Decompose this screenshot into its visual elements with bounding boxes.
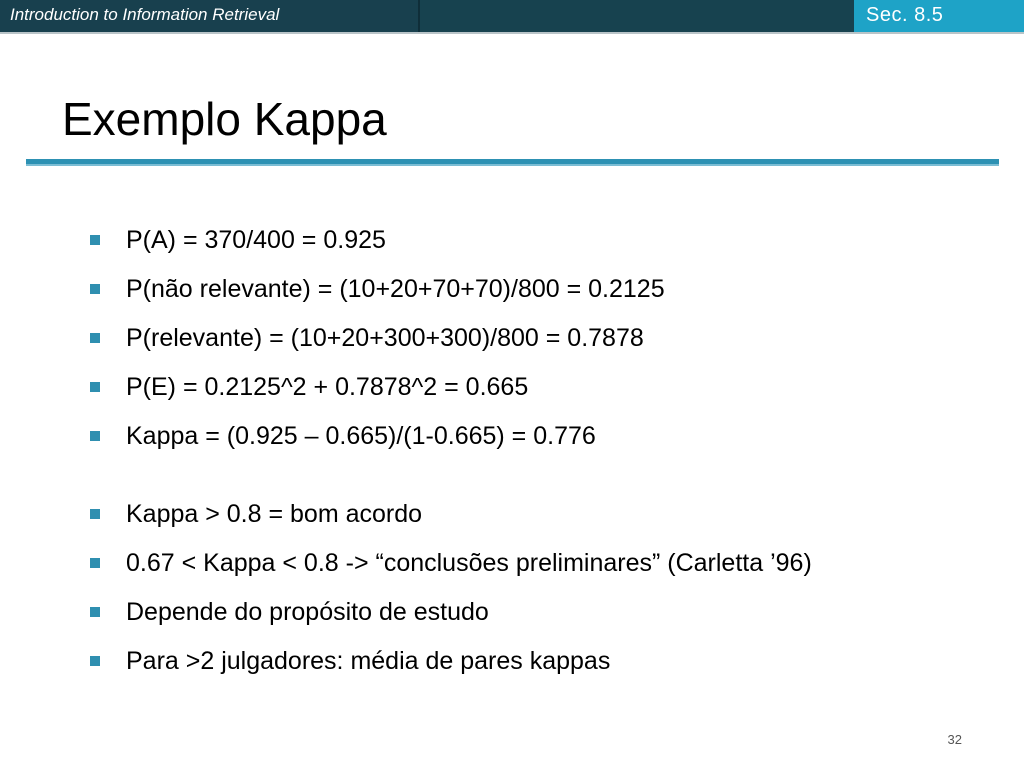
- header-bar: [0, 0, 1024, 32]
- section-reference: Sec. 8.5: [866, 4, 944, 26]
- bullet-text: Para >2 julgadores: média de pares kappas: [126, 647, 611, 675]
- bullet-item: [84, 643, 964, 680]
- header-underline: [0, 32, 1024, 34]
- square-bullet-icon: [90, 284, 100, 294]
- square-bullet-icon: [90, 382, 100, 392]
- bullet-item: [84, 271, 964, 308]
- bullet-item: [84, 594, 964, 631]
- square-bullet-icon: [90, 235, 100, 245]
- bullet-text: P(E) = 0.2125^2 + 0.7878^2 = 0.665: [126, 373, 529, 401]
- bullet-text: P(A) = 370/400 = 0.925: [126, 226, 386, 254]
- page-number: 32: [947, 732, 962, 747]
- bullet-text: 0.67 < Kappa < 0.8 -> “conclusões preliminares” (Carletta ’96): [126, 549, 812, 577]
- bullet-text: Kappa > 0.8 = bom acordo: [126, 500, 423, 528]
- bullet-item: [84, 418, 964, 455]
- square-bullet-icon: [90, 509, 100, 519]
- bullet-item: [84, 320, 964, 357]
- square-bullet-icon: [90, 431, 100, 441]
- course-title: Introduction to Information Retrieval: [10, 5, 280, 24]
- bullet-item: [84, 369, 964, 406]
- bullet-text: P(não relevante) = (10+20+70+70)/800 = 0.2125: [126, 275, 665, 303]
- bullet-text: Kappa = (0.925 – 0.665)/(1-0.665) = 0.776: [126, 422, 596, 450]
- square-bullet-icon: [90, 656, 100, 666]
- bullet-text: Depende do propósito de estudo: [126, 598, 489, 626]
- slide-title: Exemplo Kappa: [62, 93, 387, 145]
- bullet-text: P(relevante) = (10+20+300+300)/800 = 0.7878: [126, 324, 644, 352]
- header-segment-middle: [420, 0, 854, 32]
- bullet-item: [84, 222, 964, 259]
- square-bullet-icon: [90, 333, 100, 343]
- square-bullet-icon: [90, 558, 100, 568]
- bullet-item: [84, 545, 964, 582]
- bullet-item: [84, 496, 964, 533]
- bullet-list: [84, 222, 964, 692]
- title-rule: [26, 159, 999, 166]
- square-bullet-icon: [90, 607, 100, 617]
